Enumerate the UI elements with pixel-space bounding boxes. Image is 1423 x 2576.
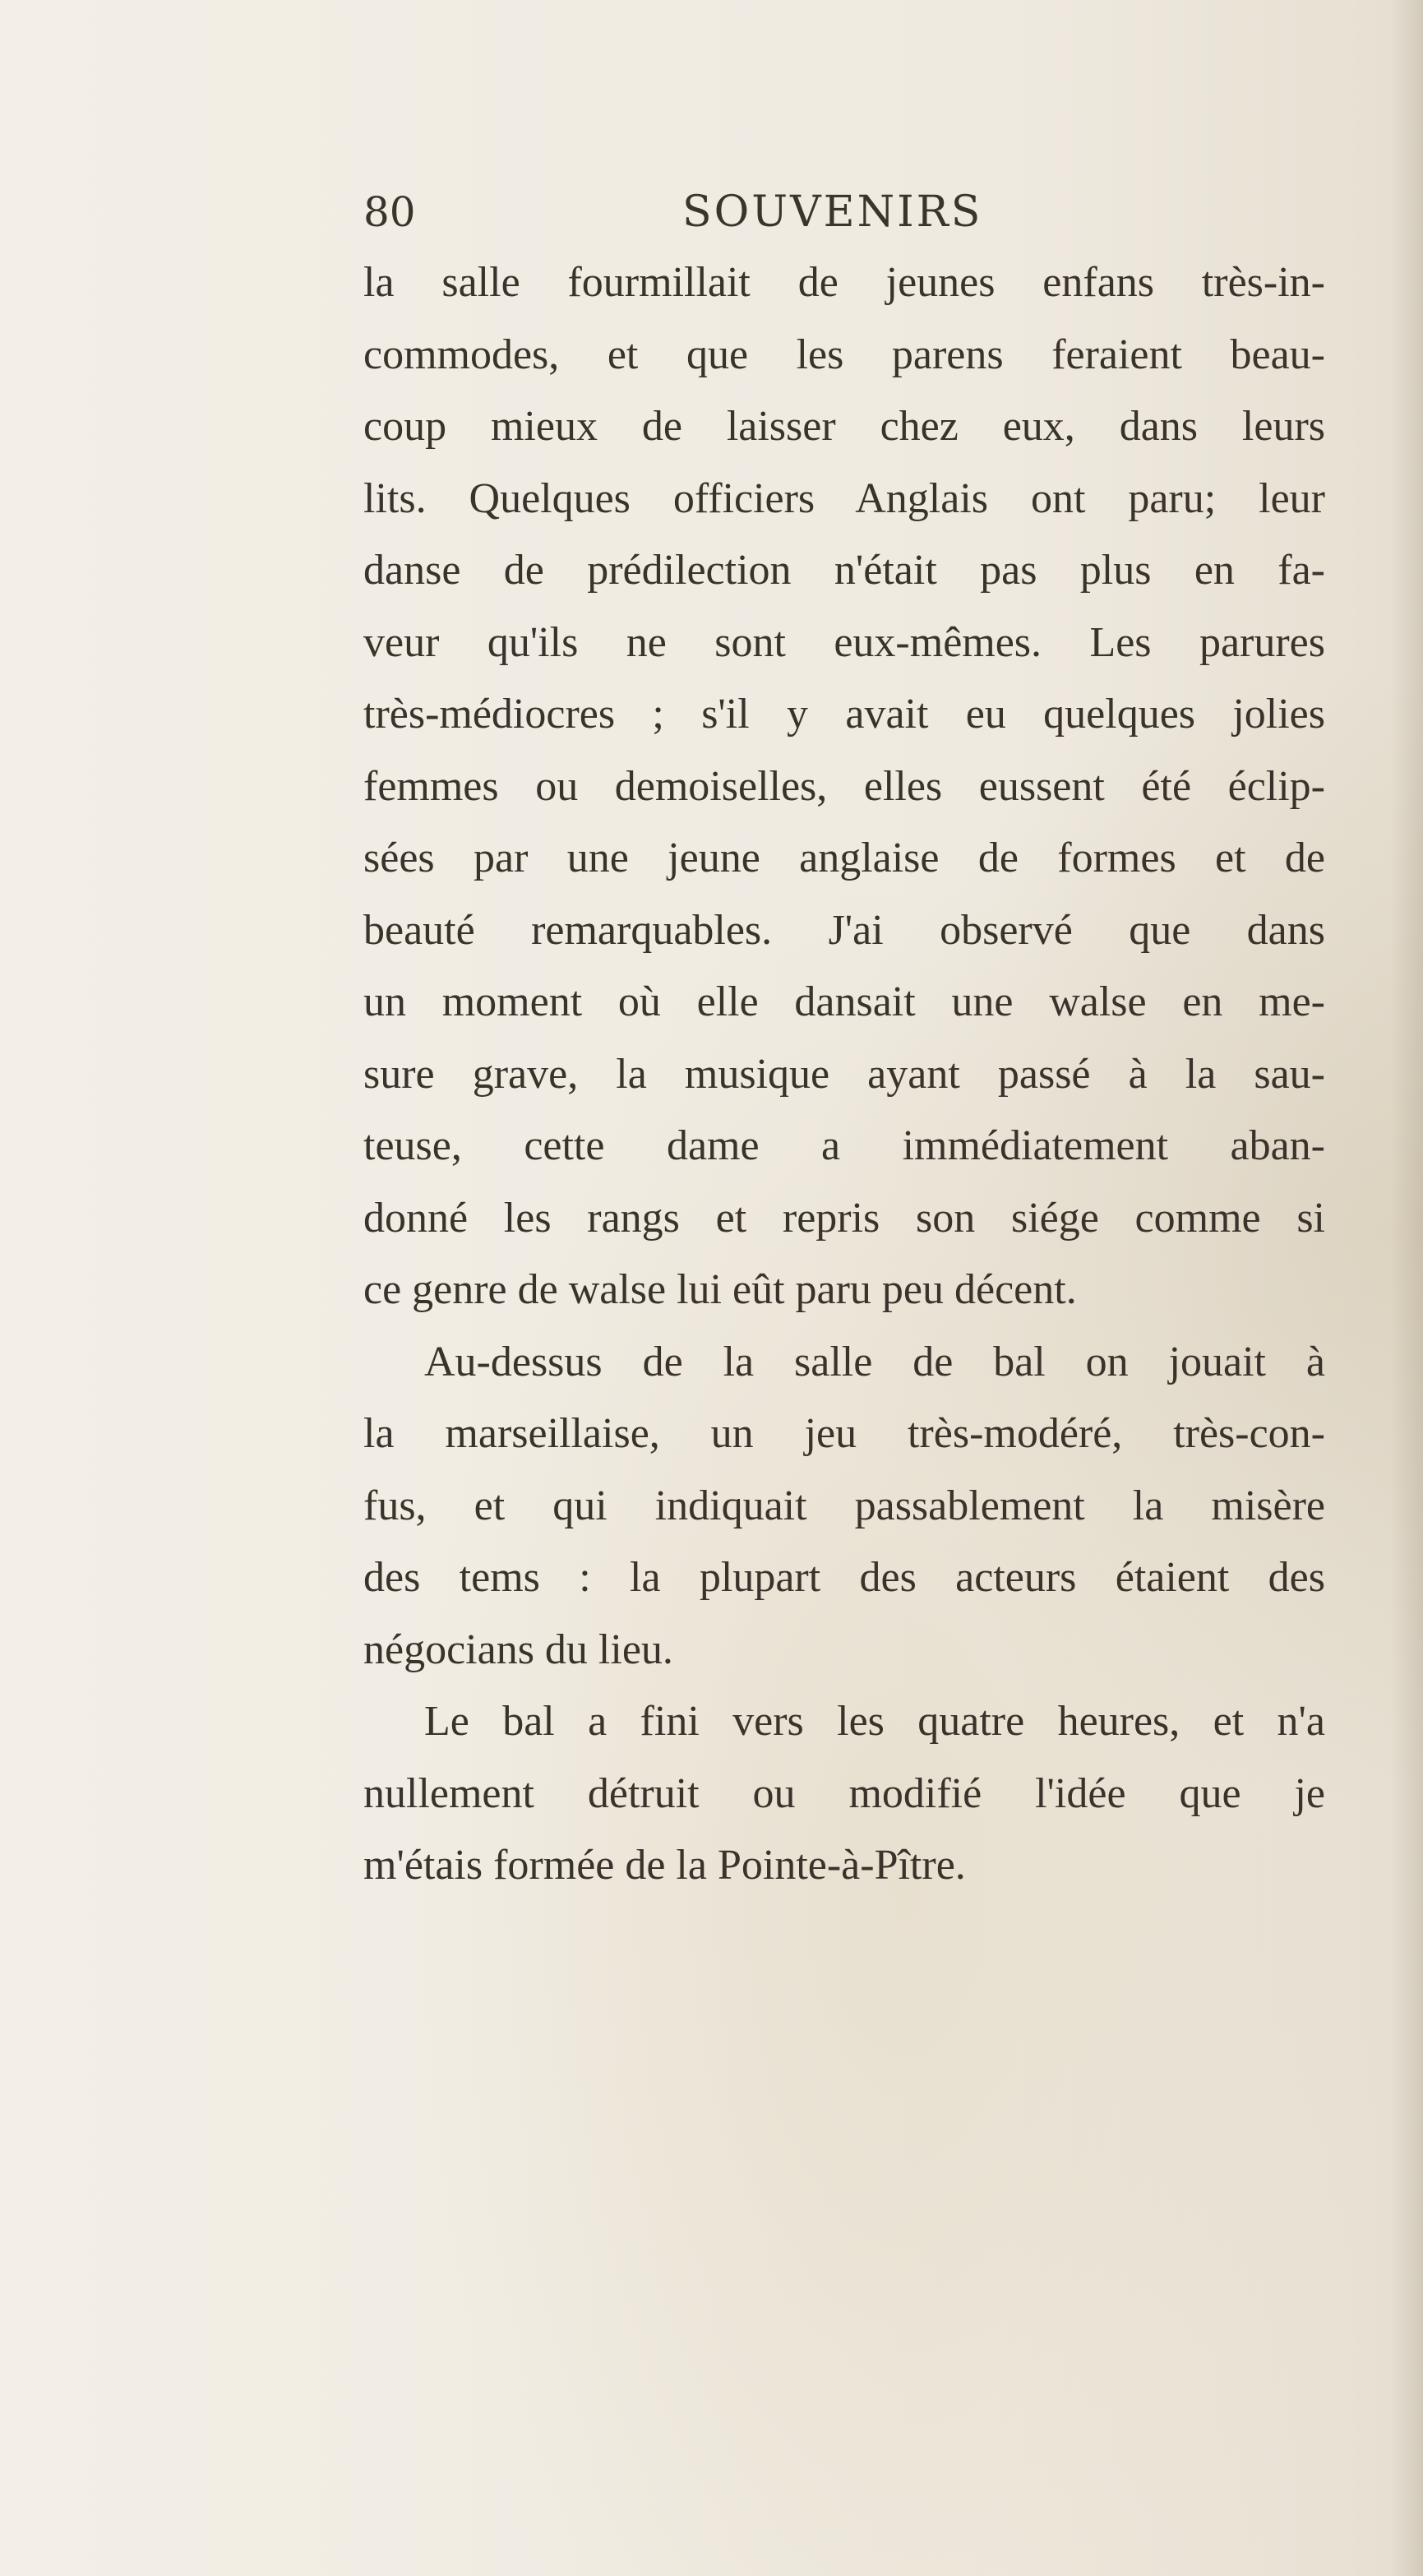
text-line: lits. Quelques officiers Anglais ont paru; leur: [363, 474, 1325, 522]
page-header: [363, 179, 1325, 245]
text-line: ce genre de walse lui eût paru peu décent.: [363, 1266, 1077, 1313]
paragraph: [363, 1326, 1325, 1686]
text-line: un moment où elle dansait une walse en me-: [363, 978, 1325, 1025]
text-line: donné les rangs et repris son siége comme si: [363, 1194, 1325, 1242]
text-line: commodes, et que les parens feraient beau-: [363, 331, 1325, 378]
text-line: Au-dessus de la salle de bal on jouait à: [424, 1338, 1325, 1385]
page-number: 80: [363, 188, 416, 236]
text-line: la salle fourmillait de jeunes enfans très-in-: [363, 259, 1325, 306]
text-line: très-médiocres ; s'il y avait eu quelques jolies: [363, 691, 1325, 738]
text-line: nullement détruit ou modifié l'idée que je: [363, 1769, 1325, 1817]
text-line: beauté remarquables. J'ai observé que dans: [363, 906, 1325, 954]
text-line: veur qu'ils ne sont eux-mêmes. Les parures: [363, 618, 1325, 666]
text-line: négocians du lieu.: [363, 1626, 673, 1673]
text-line: teuse, cette dame a immédiatement aban-: [363, 1122, 1325, 1169]
page-edge-shadow: [1390, 0, 1423, 2576]
text-line: m'étais formée de la Pointe-à-Pître.: [363, 1842, 966, 1889]
text-line: femmes ou demoiselles, elles eussent été éclip-: [363, 762, 1325, 810]
body-text: [363, 247, 1325, 1902]
text-line: coup mieux de laisser chez eux, dans leurs: [363, 403, 1325, 450]
paragraph: [363, 247, 1325, 1326]
text-line: fus, et qui indiquait passablement la misère: [363, 1482, 1325, 1529]
text-line: Le bal a fini vers les quatre heures, et n'a: [424, 1698, 1325, 1745]
text-line: sure grave, la musique ayant passé à la sau-: [363, 1050, 1325, 1098]
text-line: la marseillaise, un jeu très-modéré, très-con-: [363, 1410, 1325, 1457]
text-line: des tems : la plupart des acteurs étaient des: [363, 1554, 1325, 1601]
running-head: SOUVENIRS: [682, 187, 983, 237]
text-line: danse de prédilection n'était pas plus en fa-: [363, 547, 1325, 594]
paragraph: [363, 1686, 1325, 1902]
text-line: sées par une jeune anglaise de formes et de: [363, 835, 1325, 881]
